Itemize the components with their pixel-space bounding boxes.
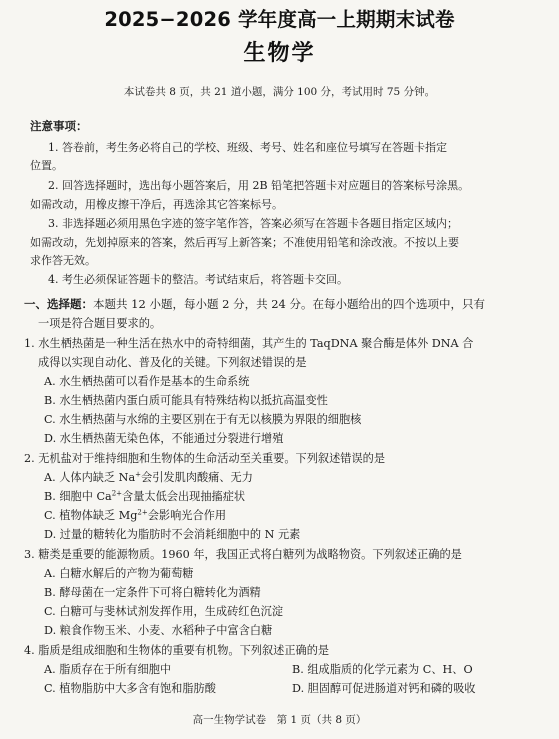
q1-stem-cont: 成得以实现自动化、普及化的关键。下列叙述错误的是 (38, 356, 307, 369)
q2-option-c (44, 507, 226, 523)
q1-option-b: B. 水生栖热菌内蛋白质可能具有特殊结构以抵抗高温变性 (44, 394, 328, 407)
q2-stem: 2. 无机盐对于维持细胞和生物体的生命活动至关重要。下列叙述错误的是 (24, 452, 386, 465)
q2-option-c-sup: 2+ (137, 508, 148, 517)
q1-option-a: A. 水生栖热菌可以看作是基本的生命系统 (44, 375, 250, 388)
exam-info: 本试卷共 8 页，共 21 道小题，满分 100 分，考试用时 75 分钟。 (123, 86, 436, 98)
q2-option-a-text: A. 人体内缺乏 Na (44, 471, 136, 484)
notice-line: 如需改动，用橡皮擦干净后，再选涂其它答案标号。 (30, 198, 283, 211)
section-label: 一、选择题： (24, 297, 93, 311)
section-text-cont: 一项是符合题目要求的。 (38, 317, 162, 330)
q2-option-b-text2: 含量太低会出现抽搐症状 (122, 490, 246, 503)
notice-line: 位置。 (30, 159, 63, 172)
q2-option-b-text: B. 细胞中 Ca (44, 490, 112, 503)
q4-option-b: B. 组成脂质的化学元素为 C、H、O (292, 663, 473, 676)
q2-option-c-text2: 会影响光合作用 (147, 509, 227, 522)
q2-option-d: D. 过量的糖转化为脂肪时不会消耗细胞中的 N 元素 (44, 528, 301, 541)
section-header (24, 296, 485, 312)
q3-option-a: A. 白糖水解后的产物为葡萄糖 (44, 567, 194, 580)
page-footer: 高一生物学试卷 第 1 页（共 8 页） (192, 714, 367, 726)
q3-option-b: B. 酵母菌在一定条件下可将白糖转化为酒精 (44, 586, 261, 599)
notice-line: 4. 考生必须保证答题卡的整洁。考试结束后，将答题卡交回。 (48, 273, 348, 286)
q2-option-a-text2: 会引发肌肉酸痛、无力 (141, 471, 253, 484)
notice-line: 3. 非选择题必须用黑色字迹的签字笔作答，答案必须写在答题卡各题目指定区域内； (48, 217, 458, 230)
q4-stem: 4. 脂质是组成细胞和生物体的重要有机物。下列叙述正确的是 (24, 644, 330, 657)
q2-option-b (44, 488, 245, 504)
q4-option-d: D. 胆固醇可促进肠道对钙和磷的吸收 (292, 682, 476, 695)
section-text: 本题共 12 小题，每小题 2 分，共 24 分。在每小题给出的四个选项中，只有 (93, 297, 486, 311)
q2-option-c-text: C. 植物体缺乏 Mg (44, 509, 138, 522)
notice-line: 如需改动，先划掉原来的答案，然后再写上新答案；不准使用铅笔和涂改液。不按以上要 (30, 236, 459, 249)
q2-option-b-sup: 2+ (111, 489, 123, 498)
q3-option-d: D. 粮食作物玉米、小麦、水稻种子中富含白糖 (44, 624, 273, 637)
notice-heading: 注意事项： (30, 119, 88, 133)
q1-option-d: D. 水生栖热菌无染色体，不能通过分裂进行增殖 (44, 432, 284, 445)
q1-option-c: C. 水生栖热菌与水绵的主要区别在于有无以核膜为界限的细胞核 (44, 413, 362, 426)
q1-stem: 1. 水生栖热菌是一种生活在热水中的奇特细菌，其产生的 TaqDNA 聚合酶是体外 DNA 合 (24, 337, 474, 350)
notice-line: 2. 回答选择题时，选出每小题答案后，用 2B 铅笔把答题卡对应题目的答案标号涂黑。 (48, 179, 470, 192)
q2-option-a (44, 469, 253, 485)
q2-option-a-sup: + (135, 470, 142, 479)
notice-line: 1. 答卷前，考生务必将自己的学校、班级、考号、姓名和座位号填写在答题卡指定 (48, 141, 447, 154)
q4-option-c: C. 植物脂肪中大多含有饱和脂肪酸 (44, 682, 216, 695)
exam-title: 2025−2026 学年度高一上期期末试卷 (104, 8, 455, 31)
q4-option-a: A. 脂质存在于所有细胞中 (44, 663, 172, 676)
subject-title: 生物学 (243, 41, 316, 66)
notice-line: 求作答无效。 (30, 254, 96, 267)
q3-stem: 3. 糖类是重要的能源物质。1960 年，我国正式将白糖列为战略物资。下列叙述正确的是 (24, 548, 462, 561)
q3-option-c: C. 白糖可与斐林试剂发挥作用，生成砖红色沉淀 (44, 605, 284, 618)
